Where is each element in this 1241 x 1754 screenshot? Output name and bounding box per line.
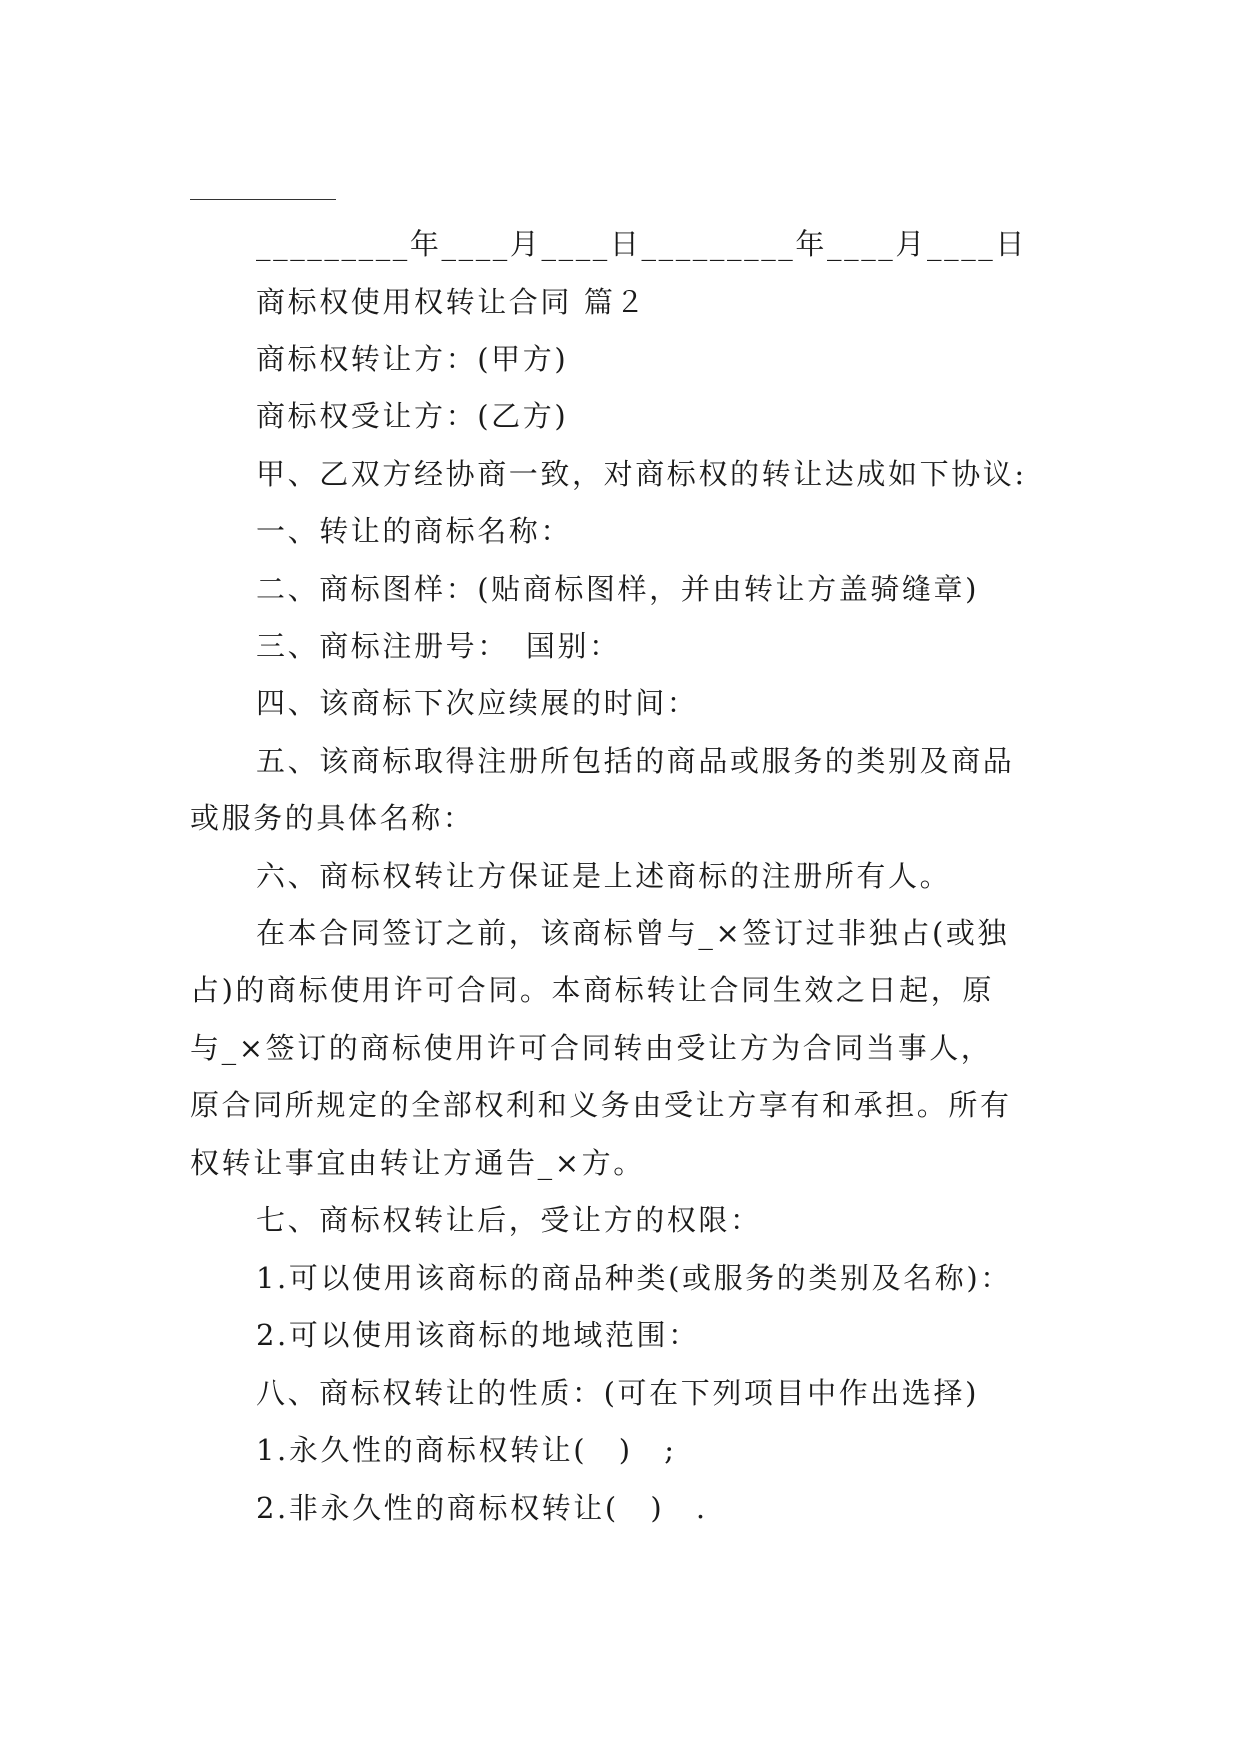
clause-5-line-1: 五、该商标取得注册所包括的商品或服务的类别及商品 — [256, 744, 1015, 778]
signature-line — [190, 199, 336, 200]
agreement-intro: 甲、乙双方经协商一致，对商标权的转让达成如下协议: — [256, 457, 1027, 491]
clause-8-option-1: 1.永久性的商标权转让( ) ; — [256, 1433, 677, 1467]
paragraph-line-4: 原合同所规定的全部权利和义务由受让方享有和承担。所有 — [190, 1088, 1012, 1122]
transferee-line: 商标权受让方：(乙方) — [256, 399, 569, 433]
clause-3: 三、商标注册号： 国别： — [256, 629, 621, 663]
clause-2: 二、商标图样：(贴商标图样，并由转让方盖骑缝章) — [256, 572, 980, 606]
clause-4: 四、该商标下次应续展的时间： — [256, 686, 699, 720]
clause-7: 七、商标权转让后，受让方的权限： — [256, 1203, 762, 1237]
clause-8: 八、商标权转让的性质：(可在下列项目中作出选择) — [256, 1376, 980, 1410]
date-line: _________年____月____日_________年____月____日 — [256, 227, 1027, 261]
section-title: 商标权使用权转让合同 篇２ — [256, 285, 648, 319]
transferor-line: 商标权转让方：(甲方) — [256, 342, 569, 376]
clause-5-line-2: 或服务的具体名称： — [190, 801, 475, 835]
paragraph-line-1: 在本合同签订之前，该商标曾与_×签订过非独占(或独 — [256, 916, 1010, 950]
clause-7-item-2: 2.可以使用该商标的地域范围： — [256, 1318, 700, 1352]
clause-7-item-1: 1.可以使用该商标的商品种类(或服务的类别及名称)： — [256, 1261, 1012, 1295]
paragraph-line-2: 占)的商标使用许可合同。本商标转让合同生效之日起，原 — [190, 973, 994, 1007]
clause-8-option-2: 2.非永久性的商标权转让( ) . — [256, 1491, 708, 1525]
clause-1: 一、转让的商标名称： — [256, 514, 573, 548]
paragraph-line-5: 权转让事宜由转让方通告_×方。 — [190, 1146, 645, 1180]
paragraph-line-3: 与_×签订的商标使用许可合同转由受让方为合同当事人， — [190, 1031, 993, 1065]
clause-6: 六、商标权转让方保证是上述商标的注册所有人。 — [256, 859, 952, 893]
